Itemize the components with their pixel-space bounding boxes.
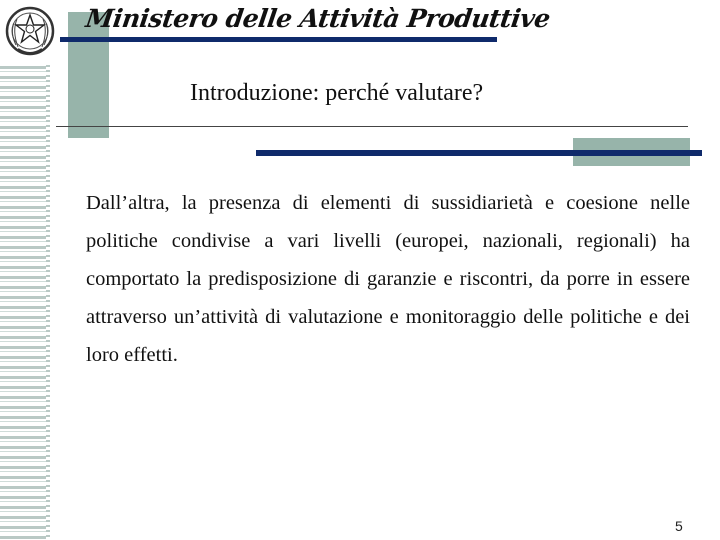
- ministry-name: Ministero delle Attività Produttive: [83, 4, 552, 33]
- page-number: 5: [675, 518, 683, 534]
- title-divider: [56, 126, 688, 127]
- decorative-blue-bar-bottom: [256, 150, 702, 156]
- italian-republic-emblem-icon: [4, 3, 56, 59]
- decorative-blue-bar-top: [60, 37, 497, 42]
- slide-title: Introduzione: perché valutare?: [190, 80, 484, 106]
- slide-body-text: Dall’altra, la presenza di elementi di sussidiarietà e coesione nelle politiche condivise a vari livelli (europei, nazionali, regionali) ha comportato la predisposizione di garanzie e riscontri, da porre in essere attraverso un’attività di valutazione e monitoraggio delle politiche e dei loro effetti.: [86, 192, 690, 366]
- decorative-stripe-column: [0, 62, 50, 540]
